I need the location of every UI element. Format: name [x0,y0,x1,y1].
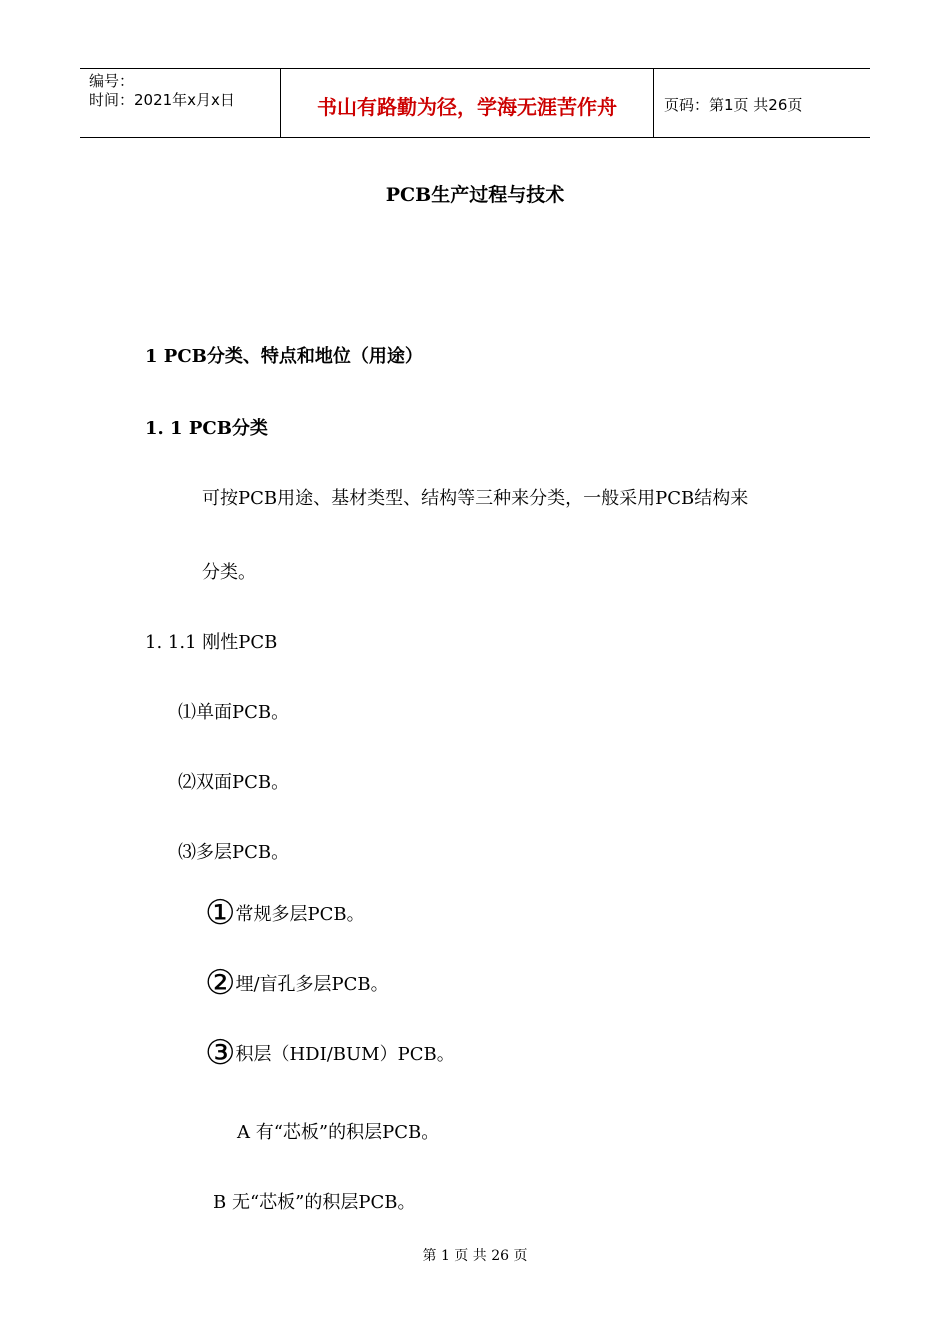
section-heading-1-1-1: 1. 1.1 刚性PCB [145,632,278,653]
list-item: ⑴单面PCB。 [178,702,290,723]
circled-list-item [205,1033,455,1073]
circled-number-marker: ① [205,893,236,933]
circled-list-item [205,963,389,1003]
header-time-label: 时间：2021年x月x日 [89,91,235,109]
page-header [80,68,870,138]
circled-list-text: 积层（HDI/BUM）PCB。 [235,1044,455,1065]
circled-number-marker: ② [205,963,236,1003]
header-page-cell [655,69,870,137]
header-motto-cell [281,69,654,137]
document-title: PCB生产过程与技术 [385,184,565,206]
list-item: ⑶多层PCB。 [178,842,290,863]
circled-list-item [205,893,365,933]
list-item: ⑵双面PCB。 [178,772,290,793]
section-heading-1-1: 1. 1 PCB分类 [145,418,268,439]
circled-number-marker: ③ [205,1033,236,1073]
paragraph-line-2: 分类。 [202,562,256,583]
header-motto: 书山有路勤为径，学海无涯苦作舟 [317,95,617,119]
circled-list-text: 埋/盲孔多层PCB。 [235,974,389,995]
page-footer: 第 1 页 共 26 页 [422,1248,528,1264]
header-meta-cell [80,69,281,137]
sub-item-a: A 有“芯板”的积层PCB。 [237,1122,440,1143]
circled-list-text: 常规多层PCB。 [235,904,365,925]
header-page-info: 页码：第1页 共26页 [664,96,803,114]
sub-item-b: B 无“芯板”的积层PCB。 [213,1192,416,1213]
header-number-label: 编号： [89,72,135,90]
paragraph-line-1: 可按PCB用途、基材类型、结构等三种来分类，一般采用PCB结构来 [202,488,749,509]
section-heading-1: 1 PCB分类、特点和地位（用途） [145,346,423,367]
